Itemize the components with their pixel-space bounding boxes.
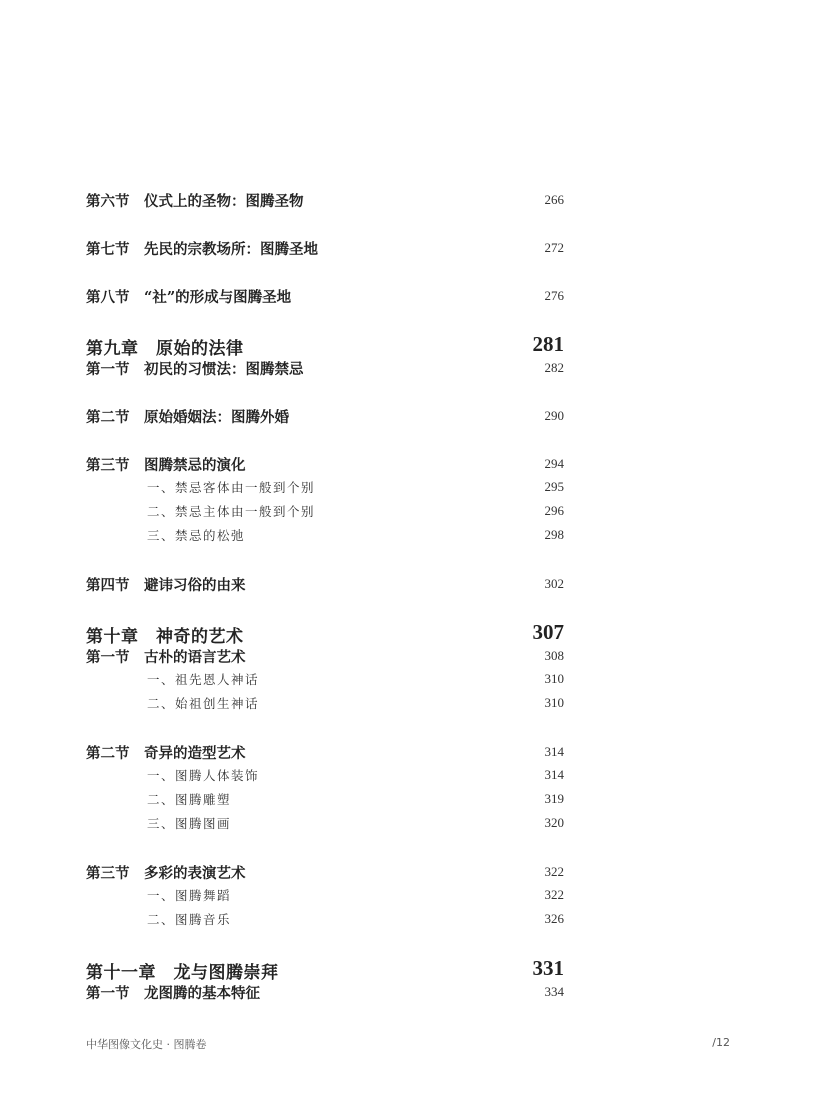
toc-entry-title: 第一节 初民的习惯法：图腾禁忌 [86, 361, 304, 378]
toc-entry-title: 三、图腾图画 [147, 816, 232, 831]
toc-entry-page: 294 [544, 456, 564, 471]
toc-entry-title: 第二节 奇异的造型艺术 [86, 745, 246, 762]
toc-entry-title: 第四节 避讳习俗的由来 [86, 577, 246, 594]
toc-entry-title: 第六节 仪式上的圣物：图腾圣物 [86, 193, 304, 210]
toc-entry-page: 322 [544, 864, 564, 879]
toc-entry-title: 二、禁忌主体由一般到个别 [147, 504, 316, 519]
toc-entry-title: 第一节 龙图腾的基本特征 [86, 985, 260, 1002]
toc-entry-title: 二、图腾音乐 [147, 912, 232, 927]
toc-entry-title: 三、禁忌的松弛 [147, 528, 246, 543]
toc-entry-title: 二、始祖创生神话 [147, 696, 260, 711]
toc-entry-page: 308 [544, 648, 564, 663]
toc-entry-title: 一、图腾舞蹈 [147, 888, 232, 903]
toc-entry-page: 334 [544, 984, 564, 999]
toc-entry-page: 281 [532, 332, 564, 356]
toc-entry-title: 二、图腾雕塑 [147, 792, 232, 807]
toc-entry-page: 295 [544, 479, 564, 494]
toc-entry-page: 276 [544, 288, 564, 303]
toc-entry-title: 第七节 先民的宗教场所：图腾圣地 [86, 241, 318, 258]
toc-entry-title: 一、禁忌客体由一般到个别 [147, 480, 316, 495]
toc-entry-page: 310 [544, 671, 564, 686]
toc-entry-page: 296 [544, 503, 564, 518]
toc-entry-page: 266 [544, 192, 564, 207]
footer-book-title: 中华图像文化史 · 图腾卷 [86, 1038, 207, 1051]
toc-entry-page: 307 [532, 620, 564, 644]
toc-entry-title: 一、图腾人体装饰 [147, 768, 260, 783]
toc-entry-page: 331 [532, 956, 564, 980]
toc-entry-page: 320 [544, 815, 564, 830]
toc-entry-title: 一、祖先恩人神话 [147, 672, 260, 687]
toc-entry-page: 290 [544, 408, 564, 423]
toc-entry-title: 第一节 古朴的语言艺术 [86, 649, 246, 666]
toc-entry-title: 第十章 神奇的艺术 [86, 627, 244, 647]
toc-entry-page: 322 [544, 887, 564, 902]
toc-entry-title: 第八节 “社”的形成与图腾圣地 [86, 289, 292, 306]
toc-entry-title: 第三节 图腾禁忌的演化 [86, 457, 246, 474]
toc-entry-title: 第十一章 龙与图腾崇拜 [86, 963, 279, 983]
toc-entry-title: 第九章 原始的法律 [86, 339, 244, 359]
toc-entry-page: 302 [544, 576, 564, 591]
footer-page-number: /12 [712, 1036, 730, 1049]
toc-entry-title: 第二节 原始婚姻法：图腾外婚 [86, 409, 289, 426]
toc-entry-page: 310 [544, 695, 564, 710]
toc-entry-title: 第三节 多彩的表演艺术 [86, 865, 246, 882]
toc-entry-page: 319 [544, 791, 564, 806]
toc-entry-page: 282 [544, 360, 564, 375]
toc-entry-page: 326 [544, 911, 564, 926]
toc-entry-page: 272 [544, 240, 564, 255]
toc-entry-page: 314 [544, 767, 564, 782]
toc-entry-page: 298 [544, 527, 564, 542]
toc-entry-page: 314 [544, 744, 564, 759]
